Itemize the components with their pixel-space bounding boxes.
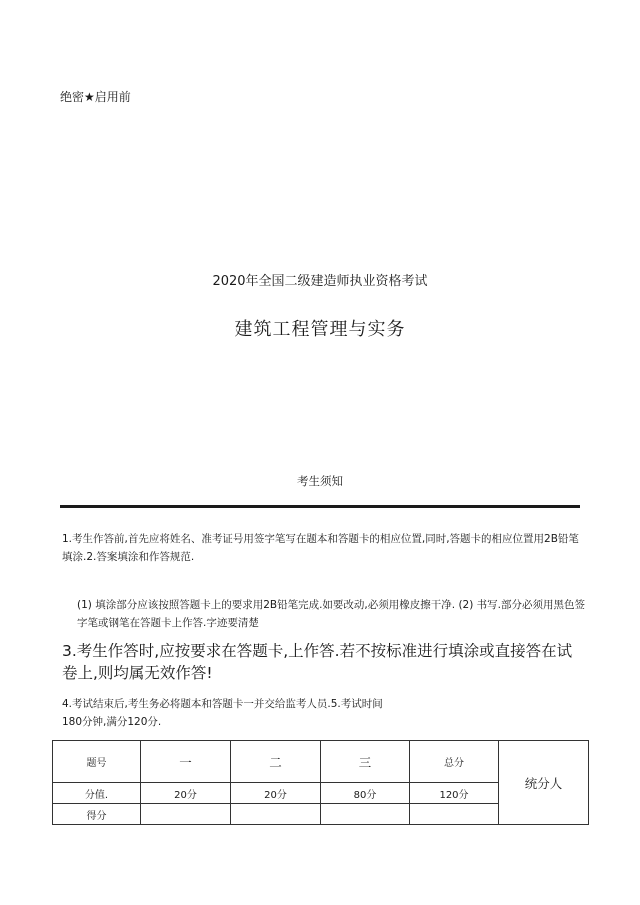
points-label: 分值. [53,783,141,804]
header-question-no: 题号 [53,741,141,783]
instruction-4-line-2: 180分钟,满分120分. [62,716,162,728]
score-part-2 [231,804,321,825]
score-part-3 [321,804,410,825]
score-label: 得分 [53,804,141,825]
score-total [410,804,499,825]
score-table-header-row [53,741,589,783]
header-part-2: 二 [231,741,321,783]
header-part-3: 三 [321,741,410,783]
notice-heading: 考生须知 [297,474,343,488]
points-part-3: 80分 [321,783,410,804]
instruction-4-line-1: 4.考试结束后,考生务必将题本和答题卡一并交给监考人员.5.考试时间 [62,698,383,710]
score-part-1 [141,804,231,825]
points-part-2: 20分 [231,783,321,804]
header-tallier: 统分人 [499,741,589,825]
instruction-2: (1) 填涂部分应该按照答题卡上的要求用2B铅笔完成.如要改动,必须用橡皮擦干净. (2) 书写.部分必须用黑色签字笔或钢笔在答题卡上作答.字迹要清楚 [77,599,585,629]
points-part-1: 20分 [141,783,231,804]
instruction-3: 3.考生作答时,应按要求在答题卡,上作答.若不按标准进行填涂或直接答在试卷上,则均属无效作答! [62,642,573,682]
header-total: 总分 [410,741,499,783]
exam-title: 2020年全国二级建造师执业资格考试 [212,274,428,289]
instruction-1: 1.考生作答前,首先应将姓名、准考证号用签字笔写在题本和答题卡的相应位置,同时,答题卡的相应位置用2B铅笔填涂.2.答案填涂和作答规范. [62,533,579,563]
instruction-4 [62,695,587,731]
points-total: 120分 [410,783,499,804]
score-table [52,740,589,825]
notice-divider [60,505,580,508]
header-part-1: 一 [141,741,231,783]
subject-title: 建筑工程管理与实务 [234,319,406,340]
confidential-label: 绝密★启用前 [60,90,131,104]
